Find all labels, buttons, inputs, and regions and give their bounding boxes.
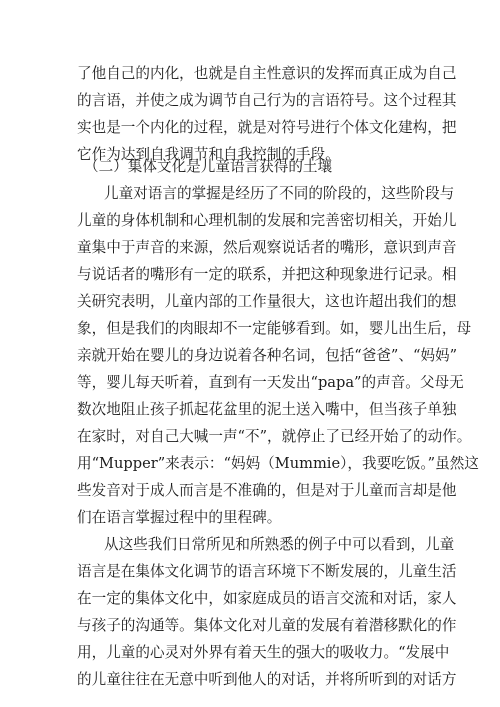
text-line: 童集中于声音的来源，然后观察说话者的嘴形，意识到声音: [77, 239, 457, 256]
text-line: 象，但是我们的肉眼却不一定能够看到。如，婴儿出生后，母: [77, 320, 472, 337]
text-line: 些发音对于成人而言是不准确的，但是对于儿童而言却是他: [77, 482, 457, 499]
text-line: 儿童对语言的掌握是经历了不同的阶段的，这些阶段与: [104, 185, 455, 202]
text-line: 从这些我们日常所见和所熟悉的例子中可以看到，儿童: [104, 536, 455, 553]
text-line: 在一定的集体文化中，如家庭成员的语言交流和对话，家人: [77, 590, 457, 607]
text-line: 等，婴儿每天听着，直到有一天发出“papa”的声音。父母无: [77, 374, 464, 391]
text-line: 的言语，并使之成为调节自己行为的言语符号。这个过程其: [77, 92, 457, 109]
text-line: 的儿童往往在无意中听到他人的对话，并将所听到的对话方: [77, 671, 457, 688]
section-heading: （二）集体文化是儿童语言获得的土壤: [84, 158, 333, 175]
text-line: 用，儿童的心灵对外界有着天生的强大的吸收力。“发展中: [77, 644, 450, 661]
text-line: 们在语言掌握过程中的里程碑。: [77, 509, 282, 526]
text-line: 了他自己的内化，也就是自主性意识的发挥而真正成为自己: [77, 65, 457, 82]
text-line: 用“Mupper”来表示：“妈妈（Mummie），我要吃饭。”虽然这: [77, 455, 479, 472]
text-line: 儿童的身体机制和心理机制的发展和完善密切相关，开始儿: [77, 212, 457, 229]
text-line: 与孩子的沟通等。集体文化对儿童的发展有着潜移默化的作: [77, 617, 457, 634]
text-line: 语言是在集体文化调节的语言环境下不断发展的，儿童生活: [77, 563, 457, 580]
text-line: 在家时，对自己大喊一声“不”，就停止了已经开始了的动作。: [77, 428, 472, 445]
text-line: 关研究表明，儿童内部的工作量很大，这也许超出我们的想: [77, 293, 457, 310]
text-line: 它作为达到自我调节和自我控制的手段。: [77, 146, 340, 163]
text-line: 亲就开始在婴儿的身边说着各种名词，包括“爸爸”、“妈妈”: [77, 347, 458, 364]
text-line: 实也是一个内化的过程，就是对符号进行个体文化建构，把: [77, 119, 457, 136]
text-line: 数次地阻止孩子抓起花盆里的泥土送入嘴中，但当孩子单独: [77, 401, 457, 418]
text-line: 与说话者的嘴形有一定的联系，并把这种现象进行记录。相: [77, 266, 457, 283]
